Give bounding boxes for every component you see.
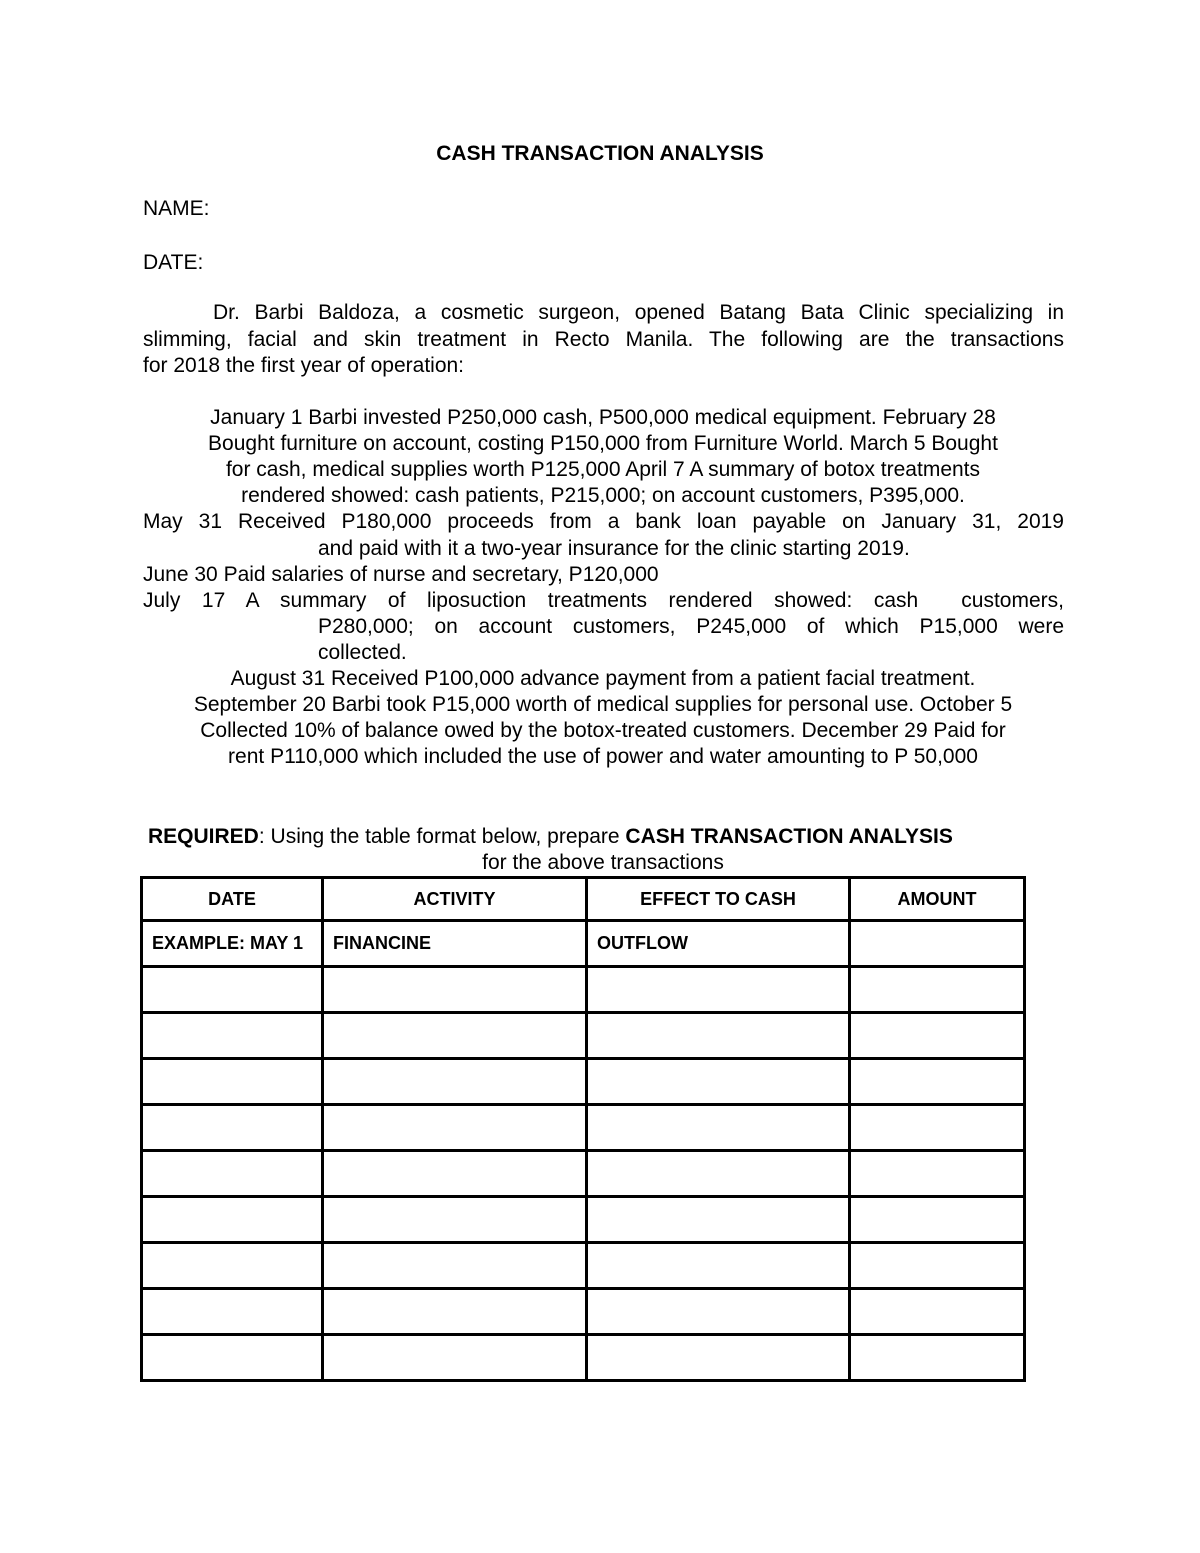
intro-line-3: for 2018 the first year of operation:: [143, 354, 465, 377]
intro-line-2: slimming, facial and skin treatment in Recto Manila. The following are the transactions: [143, 328, 1064, 351]
transaction-line: Collected 10% of balance owed by the botox-treated customers. December 29 Paid for: [200, 719, 1006, 742]
table-row: [142, 967, 1025, 1013]
effect-cell[interactable]: [587, 1059, 850, 1105]
header-amount: AMOUNT: [850, 878, 1025, 921]
date-cell[interactable]: [142, 1105, 323, 1151]
amount-cell[interactable]: [850, 1059, 1025, 1105]
amount-cell[interactable]: [850, 1197, 1025, 1243]
effect-cell[interactable]: [587, 1289, 850, 1335]
effect-cell[interactable]: [587, 1151, 850, 1197]
activity-cell[interactable]: [323, 1197, 587, 1243]
table-row: [142, 1197, 1025, 1243]
header-date: DATE: [142, 878, 323, 921]
table-row: [142, 1105, 1025, 1151]
table-row: [142, 1243, 1025, 1289]
effect-cell[interactable]: [587, 1013, 850, 1059]
date-cell[interactable]: [142, 1335, 323, 1381]
date-cell[interactable]: [142, 1197, 323, 1243]
date-cell[interactable]: [142, 1243, 323, 1289]
date-cell[interactable]: [142, 1059, 323, 1105]
name-label: NAME:: [143, 197, 210, 220]
activity-cell[interactable]: [323, 1013, 587, 1059]
required-bold-title: CASH TRANSACTION ANALYSIS: [625, 825, 953, 848]
table-header-row: [142, 878, 1025, 921]
activity-cell[interactable]: [323, 1151, 587, 1197]
transaction-line: June 30 Paid salaries of nurse and secretary, P120,000: [143, 563, 659, 586]
amount-cell[interactable]: [850, 1335, 1025, 1381]
transaction-line: January 1 Barbi invested P250,000 cash, P500,000 medical equipment. February 28: [210, 406, 996, 429]
transaction-line: September 20 Barbi took P15,000 worth of medical supplies for personal use. October 5: [193, 693, 1013, 716]
amount-cell[interactable]: [850, 967, 1025, 1013]
transaction-line: P280,000; on account customers, P245,000 of which P15,000 were: [318, 615, 1064, 638]
transaction-line: July 17 A summary of liposuction treatments rendered showed: cash customers,: [143, 589, 1064, 612]
transaction-line: collected.: [318, 641, 407, 664]
example-activity-cell[interactable]: FINANCINE: [323, 921, 587, 967]
intro-line-1: Dr. Barbi Baldoza, a cosmetic surgeon, opened Batang Bata Clinic specializing in: [213, 301, 1064, 324]
example-effect-cell[interactable]: OUTFLOW: [587, 921, 850, 967]
activity-cell[interactable]: [323, 1243, 587, 1289]
date-label: DATE:: [143, 251, 204, 274]
header-activity: ACTIVITY: [323, 878, 587, 921]
table-row: [142, 1289, 1025, 1335]
table-row: [142, 1013, 1025, 1059]
transaction-line: May 31 Received P180,000 proceeds from a bank loan payable on January 31, 2019: [143, 510, 1064, 533]
effect-cell[interactable]: [587, 1197, 850, 1243]
transaction-line: August 31 Received P100,000 advance payment from a patient facial treatment.: [230, 667, 976, 690]
effect-cell[interactable]: [587, 1243, 850, 1289]
activity-cell[interactable]: [323, 1059, 587, 1105]
required-text: : Using the table format below, prepare: [258, 825, 626, 848]
example-date-cell[interactable]: EXAMPLE: MAY 1: [142, 921, 323, 967]
transaction-line: rent P110,000 which included the use of power and water amounting to P 50,000: [228, 745, 978, 768]
required-instruction: [148, 824, 953, 850]
header-effect-to-cash: EFFECT TO CASH: [587, 878, 850, 921]
effect-cell[interactable]: [587, 1105, 850, 1151]
table-row: [142, 1151, 1025, 1197]
required-label: REQUIRED: [148, 825, 259, 848]
cash-analysis-table: [140, 876, 1026, 1382]
date-cell[interactable]: [142, 1013, 323, 1059]
activity-cell[interactable]: [323, 1105, 587, 1151]
page-title: CASH TRANSACTION ANALYSIS: [436, 142, 764, 165]
amount-cell[interactable]: [850, 1151, 1025, 1197]
example-amount-cell[interactable]: [850, 921, 1025, 967]
transaction-line: for cash, medical supplies worth P125,000 April 7 A summary of botox treatments: [225, 458, 981, 481]
transaction-line: and paid with it a two-year insurance for the clinic starting 2019.: [318, 537, 910, 560]
table-row-example: [142, 921, 1025, 967]
transaction-line: Bought furniture on account, costing P150,000 from Furniture World. March 5 Bought: [208, 432, 998, 455]
date-cell[interactable]: [142, 1289, 323, 1335]
effect-cell[interactable]: [587, 967, 850, 1013]
date-cell[interactable]: [142, 967, 323, 1013]
table-row: [142, 1335, 1025, 1381]
amount-cell[interactable]: [850, 1013, 1025, 1059]
activity-cell[interactable]: [323, 1289, 587, 1335]
transaction-line: rendered showed: cash patients, P215,000; on account customers, P395,000.: [241, 484, 965, 507]
date-cell[interactable]: [142, 1151, 323, 1197]
amount-cell[interactable]: [850, 1243, 1025, 1289]
amount-cell[interactable]: [850, 1105, 1025, 1151]
amount-cell[interactable]: [850, 1289, 1025, 1335]
activity-cell[interactable]: [323, 967, 587, 1013]
required-line-2: for the above transactions: [482, 851, 724, 874]
effect-cell[interactable]: [587, 1335, 850, 1381]
activity-cell[interactable]: [323, 1335, 587, 1381]
table-row: [142, 1059, 1025, 1105]
